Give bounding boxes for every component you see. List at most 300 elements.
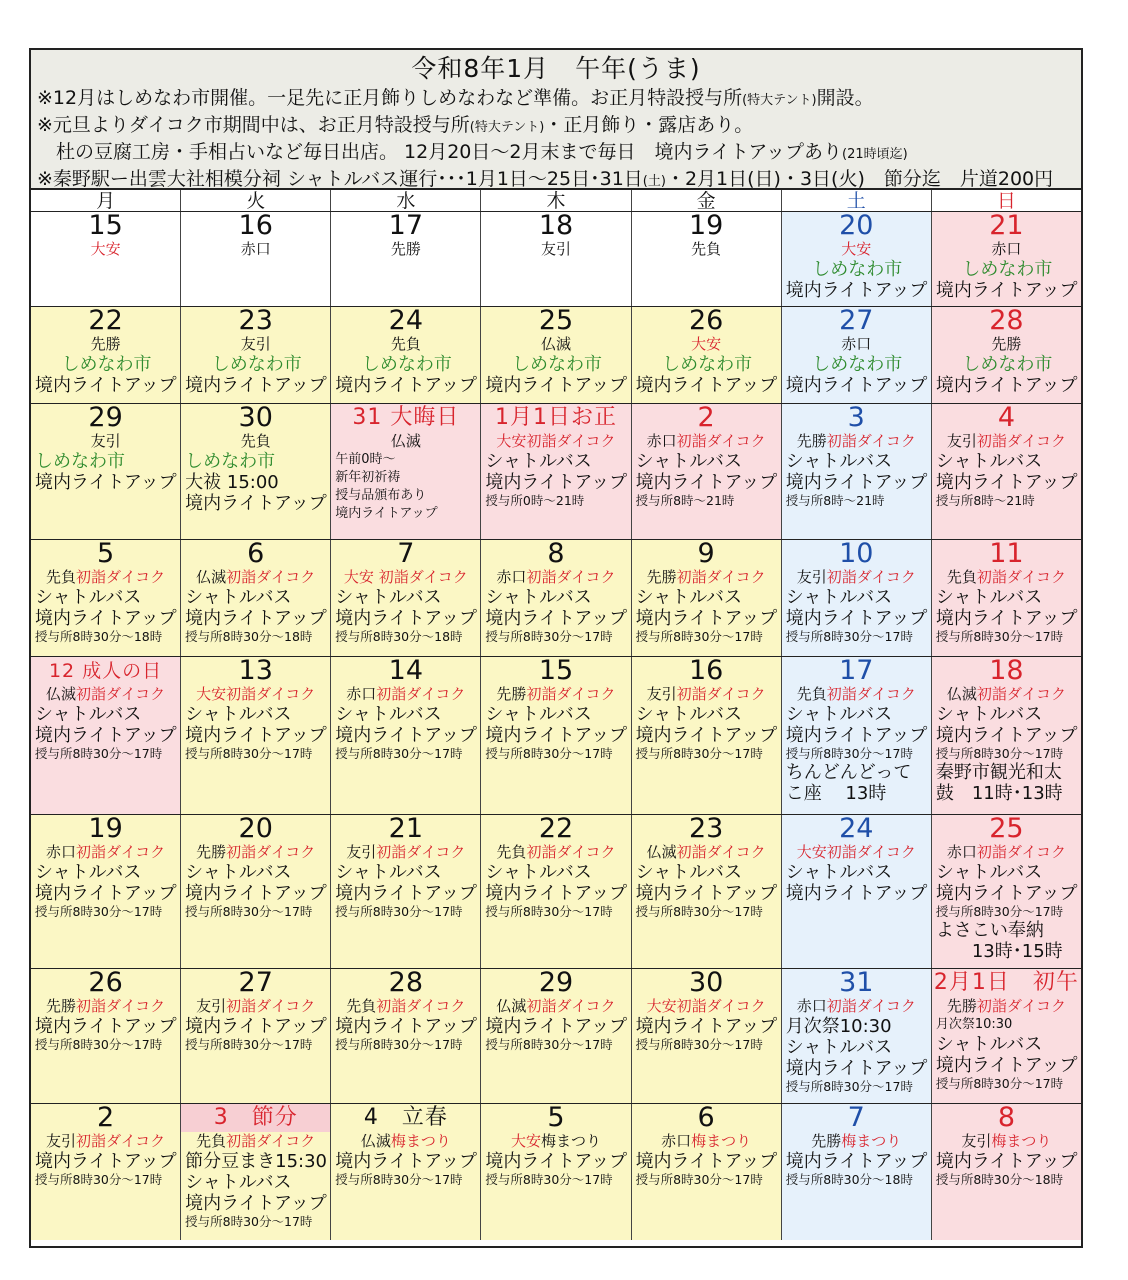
rokuyo-label [31,843,180,861]
rokuyo: 先勝 [390,240,421,258]
day-cell [31,212,181,306]
event-line: シャトルバス [485,704,592,725]
event-tag: 初詣ダイコク [676,843,766,861]
day-header [181,404,330,450]
day-cell [331,1104,481,1240]
weekday-label: 月 [31,190,181,211]
rokuyo: 仏滅 [390,432,421,450]
day-number: 29 [88,404,123,433]
day-number: 21 [989,212,1024,241]
day-events [331,258,480,259]
event-line: 授与所8時30分～17時 [635,904,763,919]
day-header [31,212,180,258]
day-number: 23 [238,307,273,336]
week-row [31,404,1081,540]
rokuyo-label [932,568,1081,586]
rokuyo: 先勝 [46,997,77,1015]
day-header [782,657,931,703]
event-line: シャトルバス [635,451,742,472]
rokuyo: 大安 [343,568,374,586]
weekday-label: 金 [632,190,782,211]
day-header [632,815,781,861]
day-events [932,861,1081,962]
event-line: 授与所8時30分～17時 [635,1172,763,1187]
day-number: 7 [847,1104,865,1133]
rokuyo: 赤口 [796,997,827,1015]
day-number: 14 [388,657,424,686]
event-line: 授与所8時30分～17時 [185,746,313,761]
event-line: 境内ライトアップ [785,375,928,396]
rokuyo-label [782,335,931,353]
day-events [331,353,480,396]
rokuyo: 先負 [496,843,527,861]
event-line: しめなわ市 [511,354,602,375]
day-cell [181,815,331,968]
day-events [481,1015,630,1053]
day-header [481,815,630,861]
event-line: シャトルバス [935,862,1043,883]
event-line: シャトルバス [785,1037,893,1058]
day-header [932,307,1081,353]
event-line: 境内ライトアップ [635,472,778,493]
event-line: シャトルバス [935,451,1043,472]
day-cell [31,969,181,1103]
day-number: 26 [688,307,724,336]
day-header [932,1104,1081,1150]
day-cell [632,307,782,403]
rokuyo-label [932,843,1081,861]
event-line: 授与所8時30分～17時 [935,629,1064,644]
day-header [932,212,1081,258]
header-note: ※元旦よりダイコク市期間中は、お正月特設授与所(特大テント)・正月飾り・露店あり。 [37,114,754,136]
event-line: 境内ライトアップ [35,472,177,493]
rokuyo-label [181,432,330,450]
event-line: 境内ライトアップ [785,280,928,301]
day-number: 22 [88,307,123,336]
rokuyo-label [782,685,931,703]
event-line: 境内ライトアップ [485,608,628,629]
day-cell [31,404,181,539]
event-line: 境内ライトアップ [785,1058,928,1079]
day-number: 4 立春 [363,1105,448,1130]
weekday-label: 土 [782,190,932,211]
rokuyo-label [181,685,330,703]
rokuyo-label [331,240,480,258]
day-events [481,703,630,762]
day-number: 31 [839,969,874,998]
day-header [932,404,1081,450]
header-note: ※12月はしめなわ市開催。一足先に正月飾りしめなわなど準備。お正月特設授与所(特大テント)開設。 [37,87,874,109]
day-events [31,586,180,645]
day-header [782,307,931,353]
day-number: 12 成人の日 [48,660,163,682]
day-number: 2 [697,404,715,433]
day-cell [481,969,631,1103]
event-line: 境内ライトアップ [785,608,928,629]
day-cell [782,969,932,1103]
day-events [932,450,1081,509]
day-header [31,404,180,450]
event-line: しめなわ市 [962,259,1053,280]
event-line: シャトルバス [185,862,292,883]
event-line: 境内ライトアップ [635,608,778,629]
event-tag: 初詣ダイコク [226,1132,316,1150]
day-events [481,861,630,920]
event-line: 授与所8時30分～17時 [635,1037,763,1052]
rokuyo-label [782,1132,931,1150]
day-events [331,861,480,920]
rokuyo-label [782,997,931,1015]
rokuyo-label [331,685,480,703]
day-events [782,703,931,804]
day-cell [181,212,331,306]
event-line: 授与所8時30分～17時 [335,1172,463,1187]
event-line: 授与所8時30分～17時 [935,746,1064,761]
day-number: 3 節分 [181,1104,330,1132]
event-line: 境内ライトアップ [185,725,327,746]
day-cell [181,404,331,539]
week-row [31,307,1081,404]
day-header [31,815,180,861]
day-header [481,307,630,353]
event-line: 節分豆まき15:30 [185,1151,328,1172]
day-header [481,1104,630,1150]
day-number: 6 [247,540,265,569]
event-line: 授与所8時30分～17時 [485,1037,613,1052]
day-number: 16 [688,657,724,686]
rokuyo-label [632,335,781,353]
rokuyo: 先負 [946,568,977,586]
day-cell [481,815,631,968]
day-number: 17 [839,657,874,686]
day-number: 5 [96,540,115,569]
rokuyo-label [331,432,480,450]
day-number: 23 [688,815,724,844]
event-tag: 初詣ダイコク [376,685,466,703]
event-line: シャトルバス [935,704,1043,725]
day-number: 28 [388,969,424,998]
rokuyo: 赤口 [946,843,977,861]
event-line: 授与品頒布あり [335,488,427,503]
event-tag: 初詣ダイコク [376,843,466,861]
day-events [632,1015,781,1053]
day-events [481,258,630,259]
week-row [31,212,1081,307]
day-cell [481,307,631,403]
event-tag: 初詣ダイコク [373,568,468,586]
rokuyo-label [31,685,180,703]
day-number: 11 [989,540,1024,569]
day-number: 18 [538,212,574,241]
day-cell [782,1104,932,1240]
event-line: 境内ライトアップ [335,608,477,629]
event-tag: 初詣ダイコク [226,685,316,703]
event-tag: 初詣ダイコク [226,568,316,586]
rokuyo: 友引 [196,997,227,1015]
event-tag: 初詣ダイコク [826,432,916,450]
calendar-header [31,50,1081,190]
day-header [31,1104,180,1150]
event-line: こ座 13時 [785,783,887,804]
event-line: 鼓 11時･13時 [935,783,1063,804]
event-tag: 初詣ダイコク [226,997,316,1015]
day-cell [331,969,481,1103]
event-tag: 梅まつり [841,1132,902,1150]
day-header [31,307,180,353]
day-header [331,657,480,703]
day-number: 30 [238,404,273,433]
event-line: ちんどんどって [785,762,912,783]
rokuyo: 大安 [841,240,872,258]
event-line: 授与所8時30分～17時 [335,1037,463,1052]
event-tag: 初詣ダイコク [976,568,1066,586]
event-line: 境内ライトアップ [485,1151,628,1172]
event-line: 月次祭10:30 [935,1017,1013,1032]
event-tag: 初詣ダイコク [976,685,1066,703]
rokuyo: 仏滅 [496,997,527,1015]
rokuyo-label [782,843,931,861]
day-number: 21 [388,815,424,844]
event-line: 月次祭10:30 [785,1016,892,1037]
rokuyo: 先負 [346,997,377,1015]
day-number: 25 [989,815,1024,844]
rokuyo-label [481,1132,630,1150]
event-line: 境内ライトアップ [635,883,778,904]
rokuyo-label [31,1132,180,1150]
event-line: 授与所8時30分～18時 [935,1172,1064,1187]
rokuyo: 先勝 [496,685,527,703]
day-events [181,703,330,762]
event-line: シャトルバス [335,862,442,883]
day-cell [782,404,932,539]
day-cell [331,657,481,814]
day-cell [782,307,932,403]
rokuyo-label [632,685,781,703]
day-header [932,969,1081,1015]
day-events [31,353,180,396]
event-line: 授与所8時30分～17時 [935,904,1064,919]
event-tag: 初詣ダイコク [676,685,766,703]
rokuyo: 大安 [646,997,677,1015]
event-line: しめなわ市 [185,451,276,472]
event-line: 大祓 15:00 [185,472,279,493]
event-line: 境内ライトアップ [935,375,1078,396]
day-cell [181,1104,331,1240]
weekday-label: 日 [996,190,1016,212]
day-cell [31,815,181,968]
event-line: シャトルバス [185,1172,292,1193]
rokuyo: 大安 [496,432,527,450]
day-events [181,861,330,920]
event-tag: 梅まつり [991,1132,1052,1150]
event-line: 授与所8時30分～17時 [635,629,763,644]
event-tag: 梅まつり [540,1132,601,1150]
event-line: 授与所8時30分～17時 [35,1037,163,1052]
day-events [932,353,1081,396]
day-cell [632,540,782,656]
event-line: シャトルバス [485,587,592,608]
event-line: シャトルバス [335,587,442,608]
day-cell [31,1104,181,1240]
weekday-label: 水 [331,190,481,211]
event-line: 授与所8時30分～17時 [785,1079,913,1094]
day-events [481,586,630,645]
day-number: 24 [839,815,874,844]
event-tag: 初詣ダイコク [526,997,616,1015]
rokuyo-label [932,240,1081,258]
day-events [782,353,931,396]
day-events [331,586,480,645]
day-events [181,1150,330,1230]
rokuyo-label [481,335,630,353]
day-number: 20 [238,815,273,844]
rokuyo-label [31,997,180,1015]
rokuyo: 友引 [646,685,677,703]
rokuyo: 先負 [46,568,77,586]
event-line: シャトルバス [785,704,893,725]
event-line: 授与所8時30分～18時 [35,629,163,644]
rokuyo-label [331,997,480,1015]
day-number: 27 [839,307,874,336]
event-line: 授与所8時30分～17時 [485,746,613,761]
rokuyo: 赤口 [841,335,872,353]
rokuyo: 友引 [240,335,271,353]
event-line: シャトルバス [185,587,292,608]
event-tag: 初詣ダイコク [526,432,616,450]
event-tag: 初詣ダイコク [976,843,1066,861]
event-line: 境内ライトアップ [485,472,628,493]
day-number: 13 [238,657,273,686]
day-cell [181,969,331,1103]
rokuyo: 先負 [390,335,421,353]
event-tag: 初詣ダイコク [526,843,616,861]
day-events [481,450,630,509]
day-number: 9 [697,540,715,569]
day-header [481,969,630,1015]
rokuyo: 先勝 [796,432,827,450]
event-line: シャトルバス [935,1034,1043,1055]
day-cell [782,657,932,814]
header-note: ※秦野駅ー出雲大社相模分祠 シャトルバス運行･･･1月1日～25日･31日(土)・2月1日(日)・3日(火) 節分迄 片道200円 [37,168,1054,190]
event-tag: 初詣ダイコク [826,997,916,1015]
rokuyo: 赤口 [240,240,271,258]
header-note: 杜の豆腐工房・手相占いなど毎日出店。 12月20日～2月末まで毎日 境内ライトアップあり(21時頃迄) [37,141,908,163]
day-events [932,258,1081,301]
day-header [782,815,931,861]
weekday-header-row [31,190,1081,212]
rokuyo: 仏滅 [540,335,571,353]
event-line: 境内ライトアップ [635,375,778,396]
rokuyo: 先勝 [646,568,677,586]
day-number: 16 [238,212,273,241]
event-line: しめなわ市 [361,354,452,375]
day-header [181,540,330,586]
rokuyo: 友引 [540,240,571,258]
day-number: 5 [547,1104,565,1133]
event-line: 秦野市観光和太 [935,762,1062,783]
event-line: シャトルバス [335,704,442,725]
day-header [481,404,630,450]
event-line: シャトルバス [35,862,142,883]
rokuyo-label [932,685,1081,703]
rokuyo-label [181,568,330,586]
day-header [782,969,931,1015]
rokuyo: 仏滅 [46,685,77,703]
weekday-label: 木 [481,190,631,211]
event-tag: 梅まつり [390,1132,451,1150]
event-line: 境内ライトアップ [335,506,438,521]
day-cell [782,540,932,656]
day-header [782,540,931,586]
day-header [481,540,630,586]
day-cell [632,404,782,539]
event-line: 境内ライトアップ [485,725,628,746]
day-events [481,1150,630,1188]
day-header [782,404,931,450]
day-cell [481,212,631,306]
rokuyo-label [181,997,330,1015]
day-events [181,258,330,259]
rokuyo-label [632,997,781,1015]
day-events [782,586,931,645]
event-tag: 初詣ダイコク [826,843,916,861]
event-tag: 初詣ダイコク [376,997,466,1015]
day-cell [331,404,481,539]
event-tag: 初詣ダイコク [676,997,766,1015]
day-events [932,1015,1081,1092]
rokuyo-label [782,568,931,586]
event-line: 境内ライトアップ [935,1151,1078,1172]
week-row [31,540,1081,657]
rokuyo: 先勝 [196,843,227,861]
event-tag: 初詣ダイコク [76,1132,166,1150]
event-line: シャトルバス [35,587,142,608]
event-tag: 初詣ダイコク [76,568,166,586]
event-line: 授与所8時30分～17時 [35,904,163,919]
event-line: シャトルバス [185,704,292,725]
event-line: 授与所8時30分～17時 [485,1172,613,1187]
day-events [632,861,781,920]
event-line: 13時･15時 [935,941,1063,962]
day-number: 17 [388,212,424,241]
day-header [932,657,1081,703]
event-line: 境内ライトアップ [35,1151,177,1172]
day-number: 2月1日 初午 [933,970,1079,995]
event-line: 授与所8時～21時 [935,493,1035,508]
rokuyo-label [181,240,330,258]
event-line: 午前0時～ [335,452,396,467]
rokuyo: 大安 [796,843,827,861]
day-header [331,815,480,861]
event-line: しめなわ市 [35,451,125,472]
day-events [932,1150,1081,1188]
day-number: 20 [839,212,874,241]
rokuyo: 仏滅 [946,685,977,703]
event-line: 境内ライトアップ [935,725,1078,746]
day-cell [481,657,631,814]
event-line: 境内ライトアップ [635,725,778,746]
week-row [31,1104,1081,1240]
event-line: 授与所8時～21時 [635,493,735,508]
day-number: 31 大晦日 [352,405,460,430]
event-line: 境内ライトアップ [935,280,1078,301]
event-tag: 初詣ダイコク [826,685,916,703]
calendar [29,48,1083,1248]
rokuyo: 先勝 [90,335,121,353]
day-events [782,258,931,301]
day-cell [932,657,1081,814]
day-header [632,1104,781,1150]
